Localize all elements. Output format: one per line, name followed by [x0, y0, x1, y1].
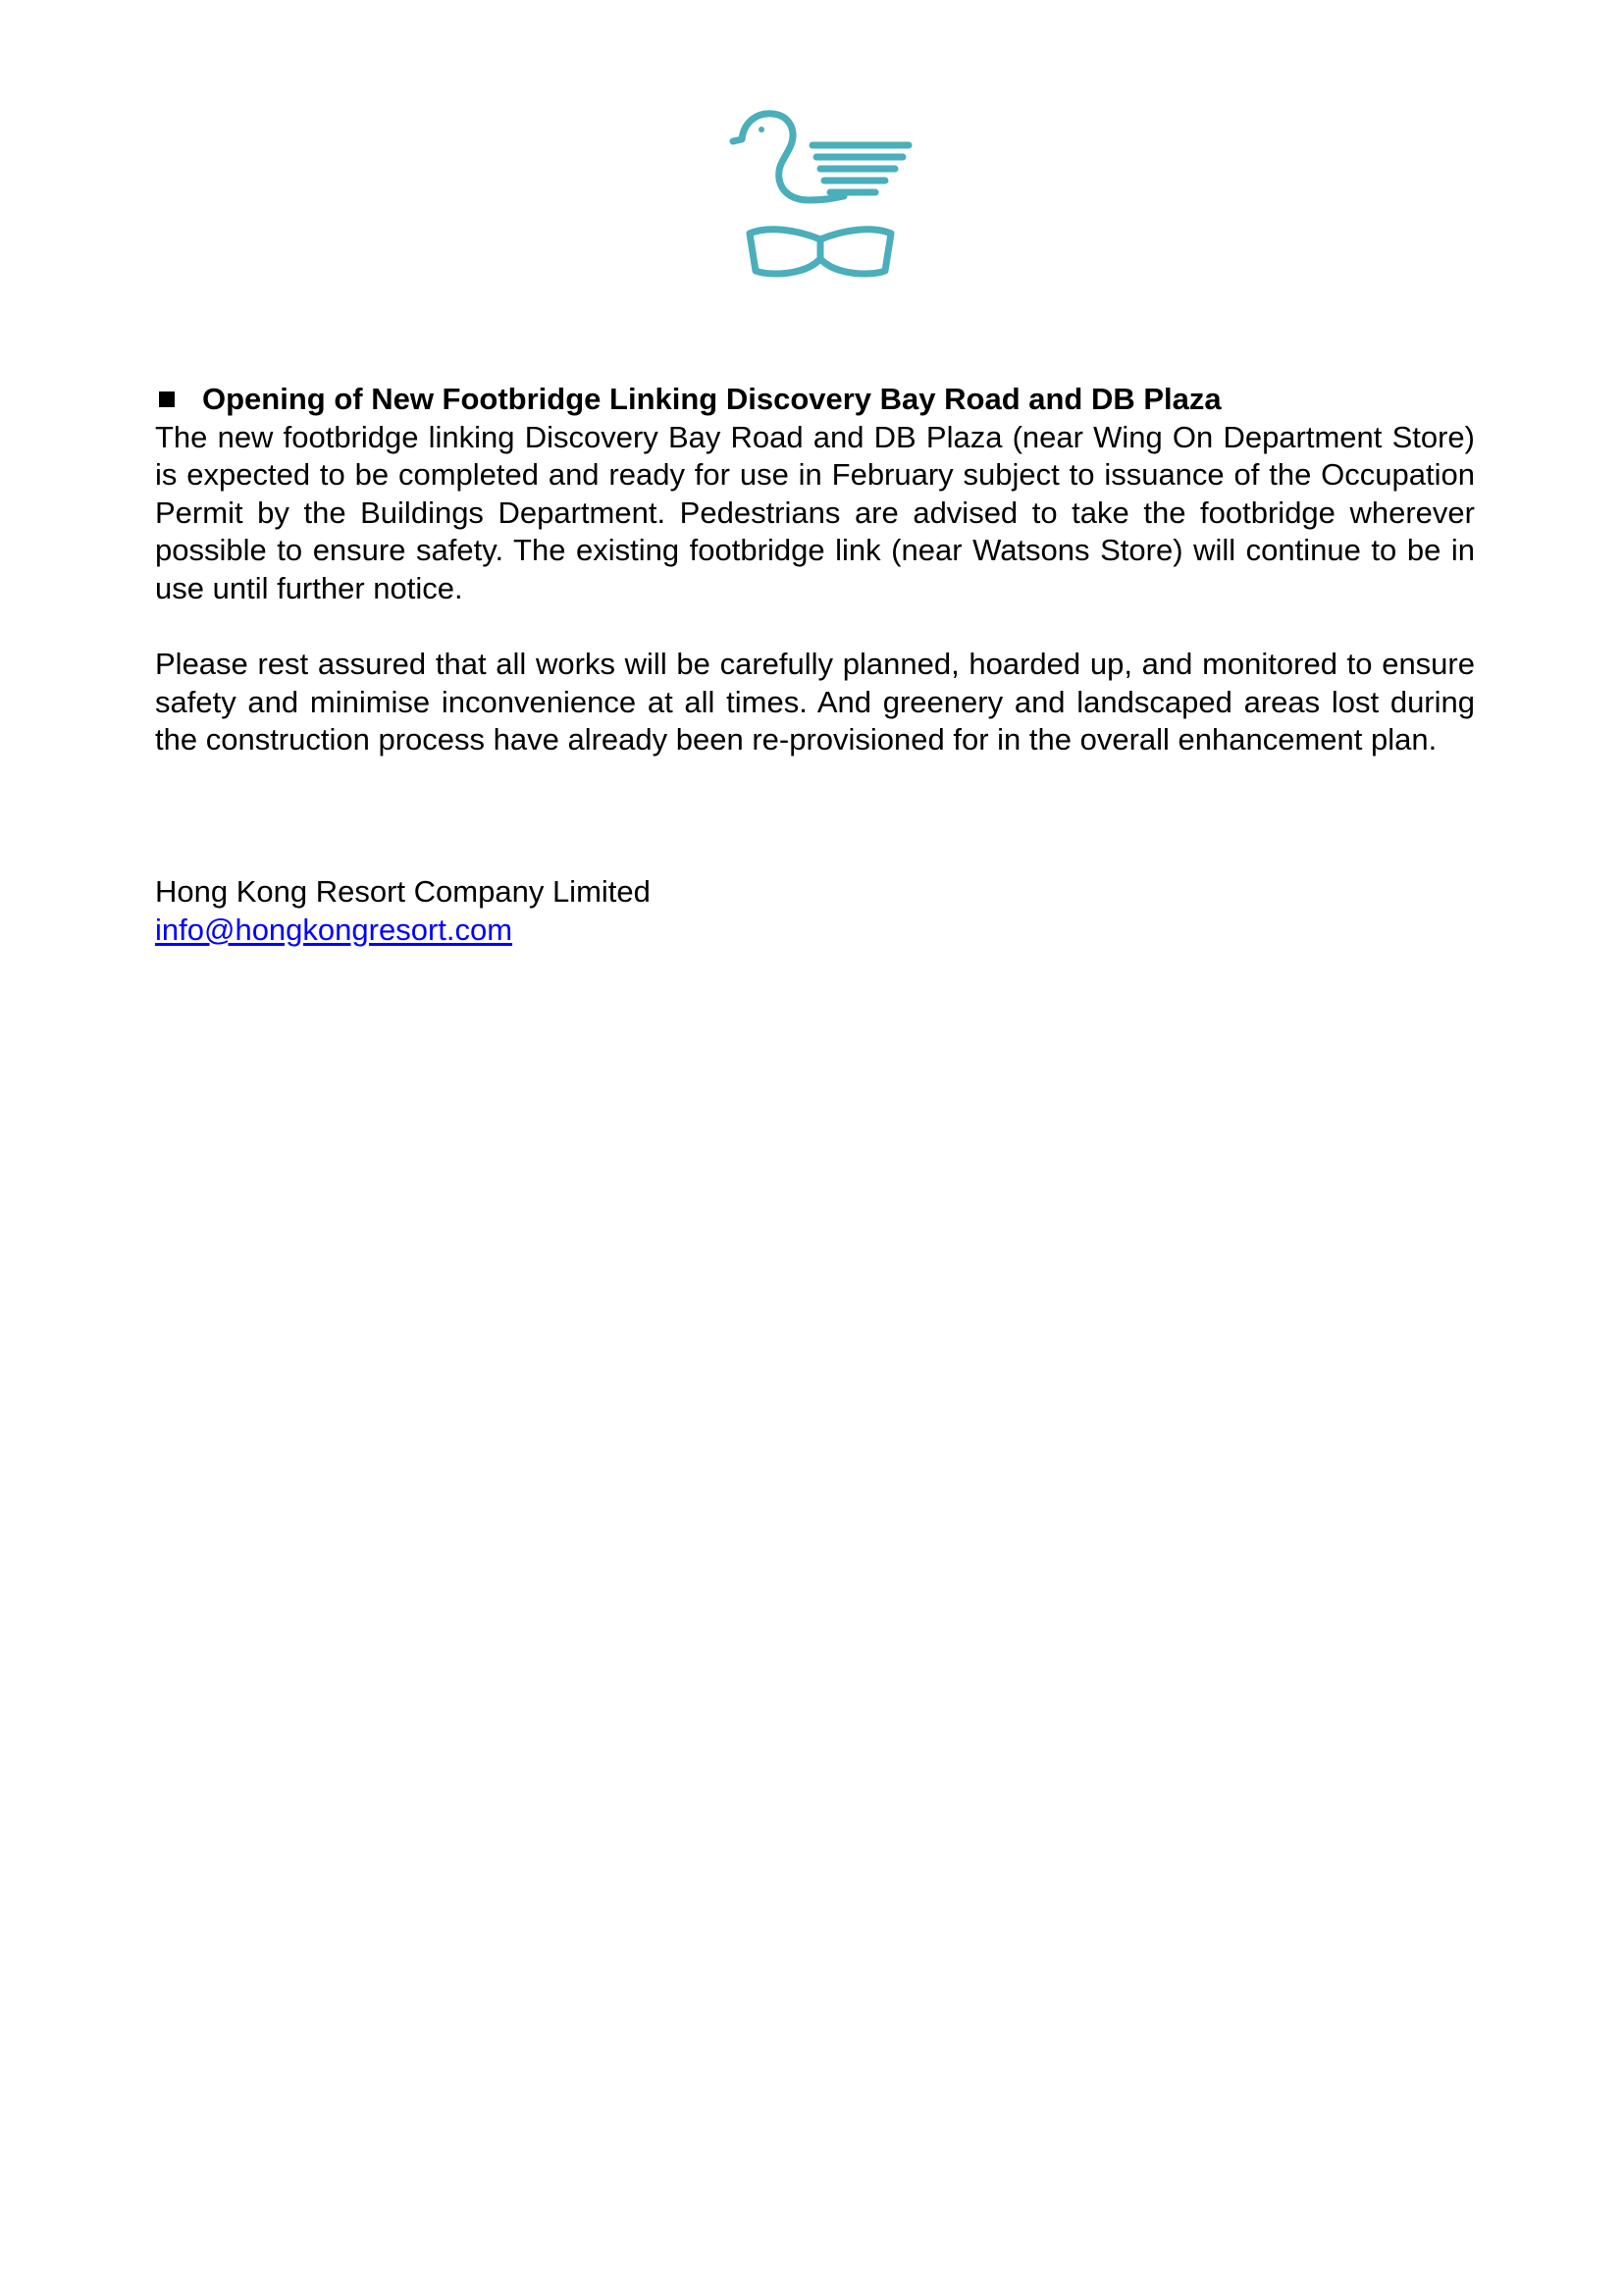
notice-heading-text: Opening of New Footbridge Linking Discovery Bay Road and DB Plaza — [202, 382, 1222, 416]
company-logo — [728, 108, 913, 279]
company-name: Hong Kong Resort Company Limited — [155, 873, 651, 909]
notice-content — [155, 381, 1475, 949]
dove-on-book-icon — [728, 108, 913, 279]
email-link[interactable]: info@hongkongresort.com — [155, 912, 513, 947]
notice-heading — [155, 381, 1475, 419]
notice-paragraph-footbridge: The new footbridge linking Discovery Bay Road and DB Plaza (near Wing On Department Store) is expected to be completed and ready for use in February subject to issuance of the Occupation Permit by the Buildings Department. Pedestrians are advised to take the footbridge wherever possible to ensure safety. The existing footbridge link (near Watsons Store) will continue to be in use until further notice. — [155, 419, 1475, 605]
notice-paragraph-works: Please rest assured that all works will be carefully planned, hoarded up, and monitored to ensure safety and minimise inconvenience at all times. And greenery and landscaped areas lost during the construction process have already been re-provisioned for in the overall enhancement plan. — [155, 647, 1475, 757]
square-bullet-icon — [159, 391, 175, 407]
signature-block — [155, 873, 1475, 949]
